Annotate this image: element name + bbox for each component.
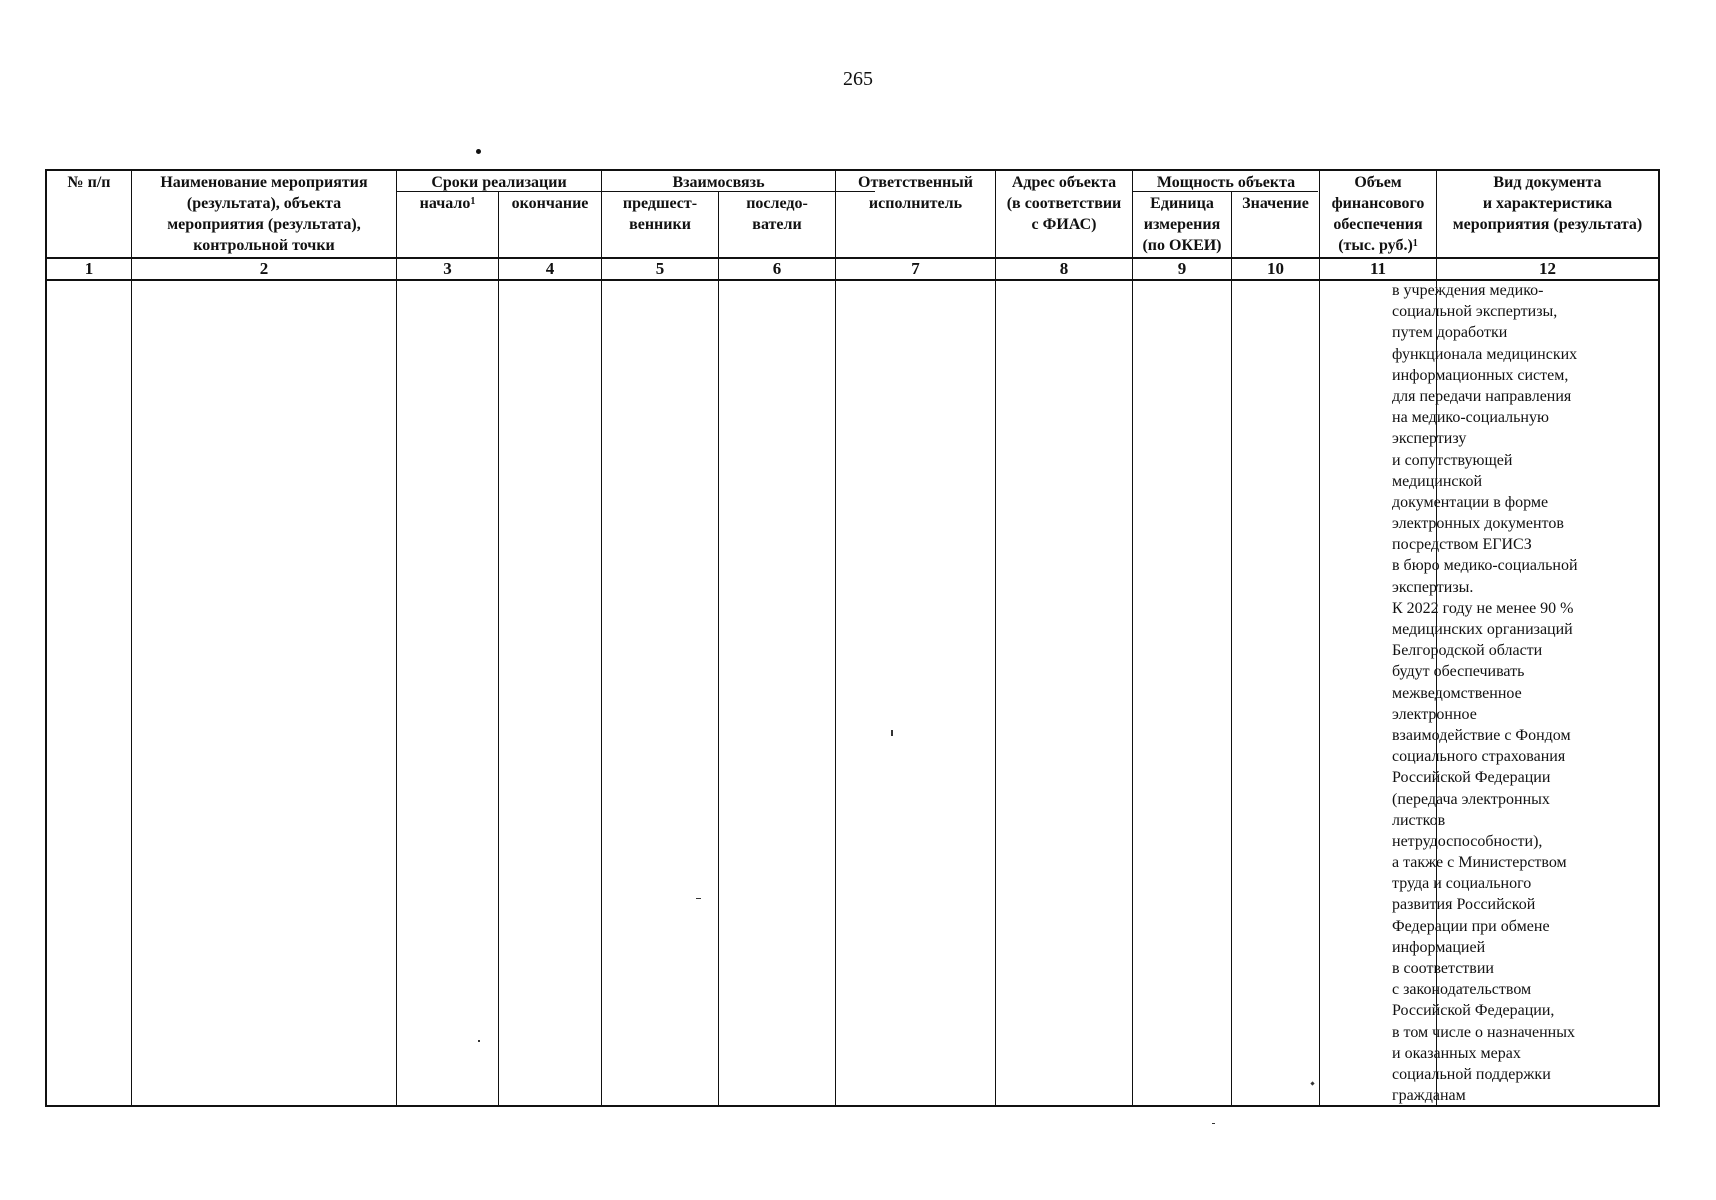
header-group-relation bbox=[602, 172, 835, 193]
header-responsible-line: исполнитель bbox=[868, 195, 963, 212]
scan-dot bbox=[476, 149, 481, 154]
header-financing-unit: (тыс. руб.) bbox=[1338, 237, 1413, 254]
header-address-line: (в соответствии bbox=[1006, 195, 1122, 212]
cell-text-line: К 2022 году не менее 90 % bbox=[1392, 599, 1574, 617]
header-successors-line: ватели bbox=[752, 216, 802, 233]
cell-text-line: экспертизу bbox=[1392, 430, 1467, 448]
footnote-marker: 1 bbox=[470, 196, 476, 207]
table-border bbox=[1658, 169, 1660, 1107]
cell-text-line: электронное bbox=[1392, 705, 1477, 723]
document-type-cell-text bbox=[1392, 280, 1614, 1106]
cell-text-line: будут обеспечивать bbox=[1392, 663, 1525, 681]
column-number: 5 bbox=[655, 259, 665, 278]
header-responsible bbox=[836, 172, 995, 214]
header-address bbox=[996, 172, 1132, 235]
column-divider bbox=[396, 169, 397, 1107]
cell-text-line: функционала медицинских bbox=[1392, 345, 1578, 363]
cell-text-line: и сопутствующей bbox=[1392, 451, 1513, 469]
header-unit-line: измерения bbox=[1143, 216, 1221, 233]
column-divider bbox=[601, 169, 602, 1107]
header-predecessors bbox=[602, 193, 718, 235]
column-number: 10 bbox=[1267, 259, 1284, 278]
cell-text-line: Российской Федерации bbox=[1392, 769, 1551, 787]
column-number: 6 bbox=[772, 259, 782, 278]
column-divider bbox=[131, 169, 132, 1107]
header-group-relation-text: Взаимосвязь bbox=[672, 174, 765, 191]
header-address-line: Адрес объекта bbox=[1011, 174, 1117, 191]
cell-text-line: медицинских организаций bbox=[1392, 621, 1573, 638]
cell-text-line: Белгородской области bbox=[1392, 642, 1543, 660]
cell-text-line: Российской Федерации, bbox=[1392, 1002, 1555, 1020]
header-end bbox=[499, 193, 601, 214]
header-number-text: № п/п bbox=[67, 174, 111, 191]
scan-speck bbox=[1212, 1123, 1215, 1124]
header-predecessors-line: предшест- bbox=[622, 195, 698, 212]
footnote-marker: 1 bbox=[1412, 238, 1418, 249]
header-end-text: окончание bbox=[511, 195, 589, 212]
column-divider bbox=[1132, 169, 1133, 1107]
cell-text-line: в соответствии bbox=[1392, 960, 1494, 977]
column-number: 8 bbox=[1059, 259, 1069, 278]
header-financing bbox=[1320, 172, 1436, 256]
cell-text-line: информационных систем, bbox=[1392, 366, 1569, 384]
header-financing-line: обеспечения bbox=[1333, 216, 1423, 233]
header-financing-line: Объем bbox=[1354, 174, 1402, 191]
header-responsible-line: Ответственный bbox=[858, 174, 973, 191]
cell-text-line: развития Российской bbox=[1392, 896, 1536, 914]
header-document-type-line: мероприятия (результата) bbox=[1452, 216, 1643, 233]
column-number: 12 bbox=[1539, 259, 1556, 278]
cell-text-line: электронных документов bbox=[1392, 515, 1564, 533]
header-unit-line: (по ОКЕИ) bbox=[1142, 237, 1222, 254]
cell-text-line: социального страхования bbox=[1392, 748, 1566, 766]
header-value-text: Значение bbox=[1242, 195, 1309, 212]
column-number: 7 bbox=[911, 259, 920, 278]
header-document-type-line: и характеристика bbox=[1482, 195, 1613, 212]
header-number bbox=[47, 172, 131, 193]
cell-text-line: посредством ЕГИСЗ bbox=[1392, 536, 1532, 554]
cell-text-line: социальной поддержки bbox=[1392, 1065, 1551, 1083]
header-value bbox=[1232, 193, 1319, 214]
cell-text-line: путем доработки bbox=[1392, 324, 1508, 342]
header-unit-line: Единица bbox=[1150, 195, 1214, 212]
cell-text-line: информацией bbox=[1392, 938, 1486, 956]
header-document-type bbox=[1437, 172, 1658, 235]
cell-text-line: с законодательством bbox=[1392, 981, 1532, 999]
column-divider bbox=[835, 169, 836, 1107]
column-number: 2 bbox=[259, 259, 269, 278]
header-successors-line: последо- bbox=[746, 195, 808, 212]
column-divider bbox=[718, 191, 719, 1107]
table-border bbox=[45, 169, 47, 1107]
cell-text-line: межведомственное bbox=[1392, 684, 1522, 702]
column-divider bbox=[1231, 191, 1232, 1107]
header-address-line: с ФИАС) bbox=[1031, 216, 1097, 233]
cell-text-line: документации в форме bbox=[1392, 493, 1549, 511]
header-successors bbox=[719, 193, 835, 235]
cell-text-line: а также с Министерством bbox=[1392, 854, 1567, 872]
cell-text-line: на медико-социальную bbox=[1392, 409, 1549, 427]
cell-text-line: в бюро медико-социальной bbox=[1392, 557, 1578, 575]
cell-text-line: взаимодействие с Фондом bbox=[1392, 726, 1571, 744]
cell-text-line: экспертизы. bbox=[1392, 578, 1474, 596]
cell-text-line: и оказанных мерах bbox=[1392, 1044, 1521, 1062]
column-divider bbox=[1319, 169, 1320, 1107]
page-number: 265 bbox=[843, 68, 873, 90]
cell-text-line: нетрудоспособности), bbox=[1392, 832, 1543, 850]
header-document-type-line: Вид документа bbox=[1493, 174, 1602, 191]
header-group-terms bbox=[397, 172, 601, 193]
cell-text-line: для передачи направления bbox=[1392, 387, 1572, 405]
header-measure-name-line: мероприятия (результата), bbox=[167, 216, 361, 233]
cell-text-line: Федерации при обмене bbox=[1392, 917, 1550, 935]
column-divider bbox=[995, 169, 996, 1107]
column-number: 9 bbox=[1177, 259, 1187, 278]
header-financing-line: финансового bbox=[1331, 195, 1425, 212]
header-predecessors-line: венники bbox=[629, 216, 691, 233]
column-number: 1 bbox=[84, 259, 94, 278]
header-group-terms-text: Сроки реализации bbox=[431, 174, 567, 191]
cell-text-line: (передача электронных bbox=[1392, 790, 1550, 808]
table-border bbox=[45, 169, 1660, 171]
header-measure-name bbox=[132, 172, 396, 256]
cell-text-line: в том числе о назначенных bbox=[1392, 1023, 1575, 1041]
column-number: 3 bbox=[443, 259, 452, 278]
cell-text-line: гражданам bbox=[1392, 1087, 1466, 1105]
cell-text-line: труда и социального bbox=[1392, 875, 1532, 893]
header-measure-name-line: Наименование мероприятия bbox=[160, 174, 368, 191]
cell-text-line: в учреждения медико- bbox=[1392, 282, 1544, 299]
column-number: 4 bbox=[545, 259, 555, 278]
header-start bbox=[397, 193, 498, 214]
header-start-text: начало bbox=[419, 195, 471, 212]
header-measure-name-line: (результата), объекта bbox=[186, 195, 342, 212]
header-group-capacity bbox=[1133, 172, 1319, 193]
column-number: 11 bbox=[1369, 259, 1387, 278]
header-financing-line bbox=[1320, 235, 1436, 256]
cell-text-line: листков bbox=[1392, 811, 1446, 829]
cell-text-line: социальной экспертизы, bbox=[1392, 303, 1558, 321]
header-group-capacity-text: Мощность объекта bbox=[1156, 174, 1296, 191]
header-unit bbox=[1133, 193, 1231, 256]
cell-text-line: медицинской bbox=[1392, 472, 1483, 490]
column-divider bbox=[498, 191, 499, 1107]
header-measure-name-line: контрольной точки bbox=[193, 237, 335, 254]
